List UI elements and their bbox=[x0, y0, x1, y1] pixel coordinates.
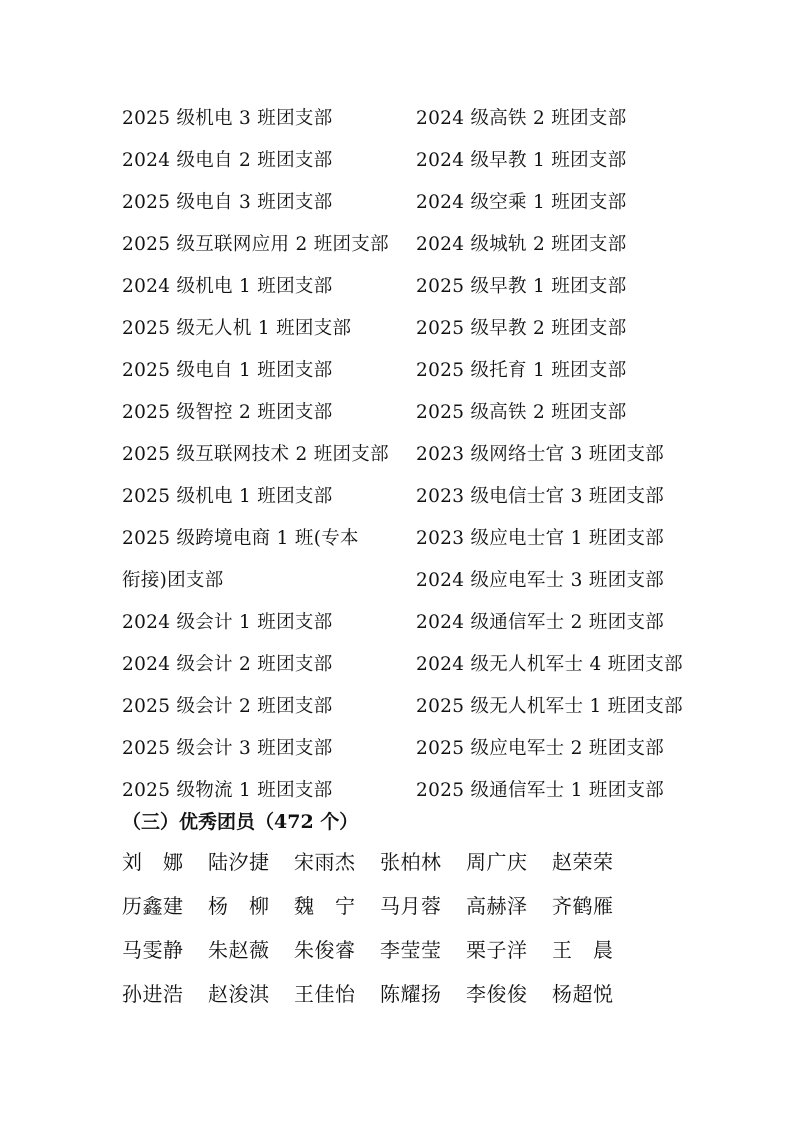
left-branch-item: 2025 级智控 2 班团支部 bbox=[122, 402, 333, 423]
member-row bbox=[122, 846, 638, 890]
right-branch-item: 2025 级无人机军士 1 班团支部 bbox=[416, 696, 683, 717]
left-branch-item: 2025 级跨境电商 1 班(专本 bbox=[122, 528, 359, 549]
left-branch-item: 2025 级互联网应用 2 班团支部 bbox=[122, 234, 389, 255]
right-branch-item: 2025 级早教 1 班团支部 bbox=[416, 276, 627, 297]
member-name: 高赫泽 bbox=[466, 894, 528, 918]
left-branch-item: 2025 级机电 3 班团支部 bbox=[122, 108, 333, 129]
left-branch-item: 2025 级机电 1 班团支部 bbox=[122, 486, 333, 507]
left-branch-item: 2025 级电自 1 班团支部 bbox=[122, 360, 333, 381]
right-branch-item: 2023 级网络士官 3 班团支部 bbox=[416, 444, 665, 465]
member-name: 王佳怡 bbox=[294, 982, 356, 1006]
left-branch-item: 2025 级会计 3 班团支部 bbox=[122, 738, 333, 759]
right-branch-item: 2024 级空乘 1 班团支部 bbox=[416, 192, 627, 213]
member-name: 陈耀扬 bbox=[380, 982, 442, 1006]
right-branch-item: 2024 级城轨 2 班团支部 bbox=[416, 234, 627, 255]
member-name: 赵浚淇 bbox=[208, 982, 270, 1006]
member-name: 历鑫建 bbox=[122, 894, 184, 918]
left-branch-item: 衔接)团支部 bbox=[122, 570, 224, 591]
member-row bbox=[122, 890, 638, 934]
member-name: 杨超悦 bbox=[552, 982, 614, 1006]
member-name: 马月蓉 bbox=[380, 894, 442, 918]
member-name-grid bbox=[122, 846, 638, 1022]
member-name: 李俊俊 bbox=[466, 982, 528, 1006]
member-name: 栗子洋 bbox=[466, 938, 528, 962]
right-branch-item: 2024 级早教 1 班团支部 bbox=[416, 150, 627, 171]
right-branch-item: 2025 级高铁 2 班团支部 bbox=[416, 402, 627, 423]
right-branch-item: 2024 级通信军士 2 班团支部 bbox=[416, 612, 665, 633]
member-name: 朱俊睿 bbox=[294, 938, 356, 962]
left-branch-item: 2024 级机电 1 班团支部 bbox=[122, 276, 333, 297]
right-branch-item: 2024 级高铁 2 班团支部 bbox=[416, 108, 627, 129]
member-name: 齐鹤雁 bbox=[552, 894, 614, 918]
right-branch-item: 2025 级托育 1 班团支部 bbox=[416, 360, 627, 381]
member-name: 魏 宁 bbox=[294, 894, 356, 918]
member-row bbox=[122, 978, 638, 1022]
left-branch-item: 2024 级会计 1 班团支部 bbox=[122, 612, 333, 633]
left-branch-list bbox=[122, 104, 402, 818]
member-name: 周广庆 bbox=[466, 850, 528, 874]
member-name: 陆汐捷 bbox=[208, 850, 270, 874]
left-branch-item: 2025 级无人机 1 班团支部 bbox=[122, 318, 352, 339]
member-name: 孙进浩 bbox=[122, 982, 184, 1006]
left-branch-item: 2024 级会计 2 班团支部 bbox=[122, 654, 333, 675]
right-branch-item: 2023 级电信士官 3 班团支部 bbox=[416, 486, 665, 507]
member-name: 王 晨 bbox=[552, 938, 614, 962]
left-branch-item: 2024 级电自 2 班团支部 bbox=[122, 150, 333, 171]
right-branch-item: 2025 级通信军士 1 班团支部 bbox=[416, 780, 665, 801]
member-name: 马雯静 bbox=[122, 938, 184, 962]
right-branch-list bbox=[416, 104, 716, 818]
left-branch-item: 2025 级会计 2 班团支部 bbox=[122, 696, 333, 717]
left-branch-item: 2025 级互联网技术 2 班团支部 bbox=[122, 444, 389, 465]
right-branch-item: 2024 级无人机军士 4 班团支部 bbox=[416, 654, 683, 675]
member-name: 刘 娜 bbox=[122, 850, 184, 874]
left-branch-item: 2025 级电自 3 班团支部 bbox=[122, 192, 333, 213]
right-branch-item: 2024 级应电军士 3 班团支部 bbox=[416, 570, 665, 591]
member-name: 朱赵薇 bbox=[208, 938, 270, 962]
member-name: 李莹莹 bbox=[380, 938, 442, 962]
member-row bbox=[122, 934, 638, 978]
member-name: 杨 柳 bbox=[208, 894, 270, 918]
member-name: 赵荣荣 bbox=[552, 850, 614, 874]
right-branch-item: 2025 级应电军士 2 班团支部 bbox=[416, 738, 665, 759]
member-name: 张柏林 bbox=[380, 850, 442, 874]
left-branch-item: 2025 级物流 1 班团支部 bbox=[122, 780, 333, 801]
right-branch-item: 2025 级早教 2 班团支部 bbox=[416, 318, 627, 339]
member-name: 宋雨杰 bbox=[294, 850, 356, 874]
section-heading: （三）优秀团员（472 个） bbox=[122, 811, 359, 833]
right-branch-item: 2023 级应电士官 1 班团支部 bbox=[416, 528, 665, 549]
